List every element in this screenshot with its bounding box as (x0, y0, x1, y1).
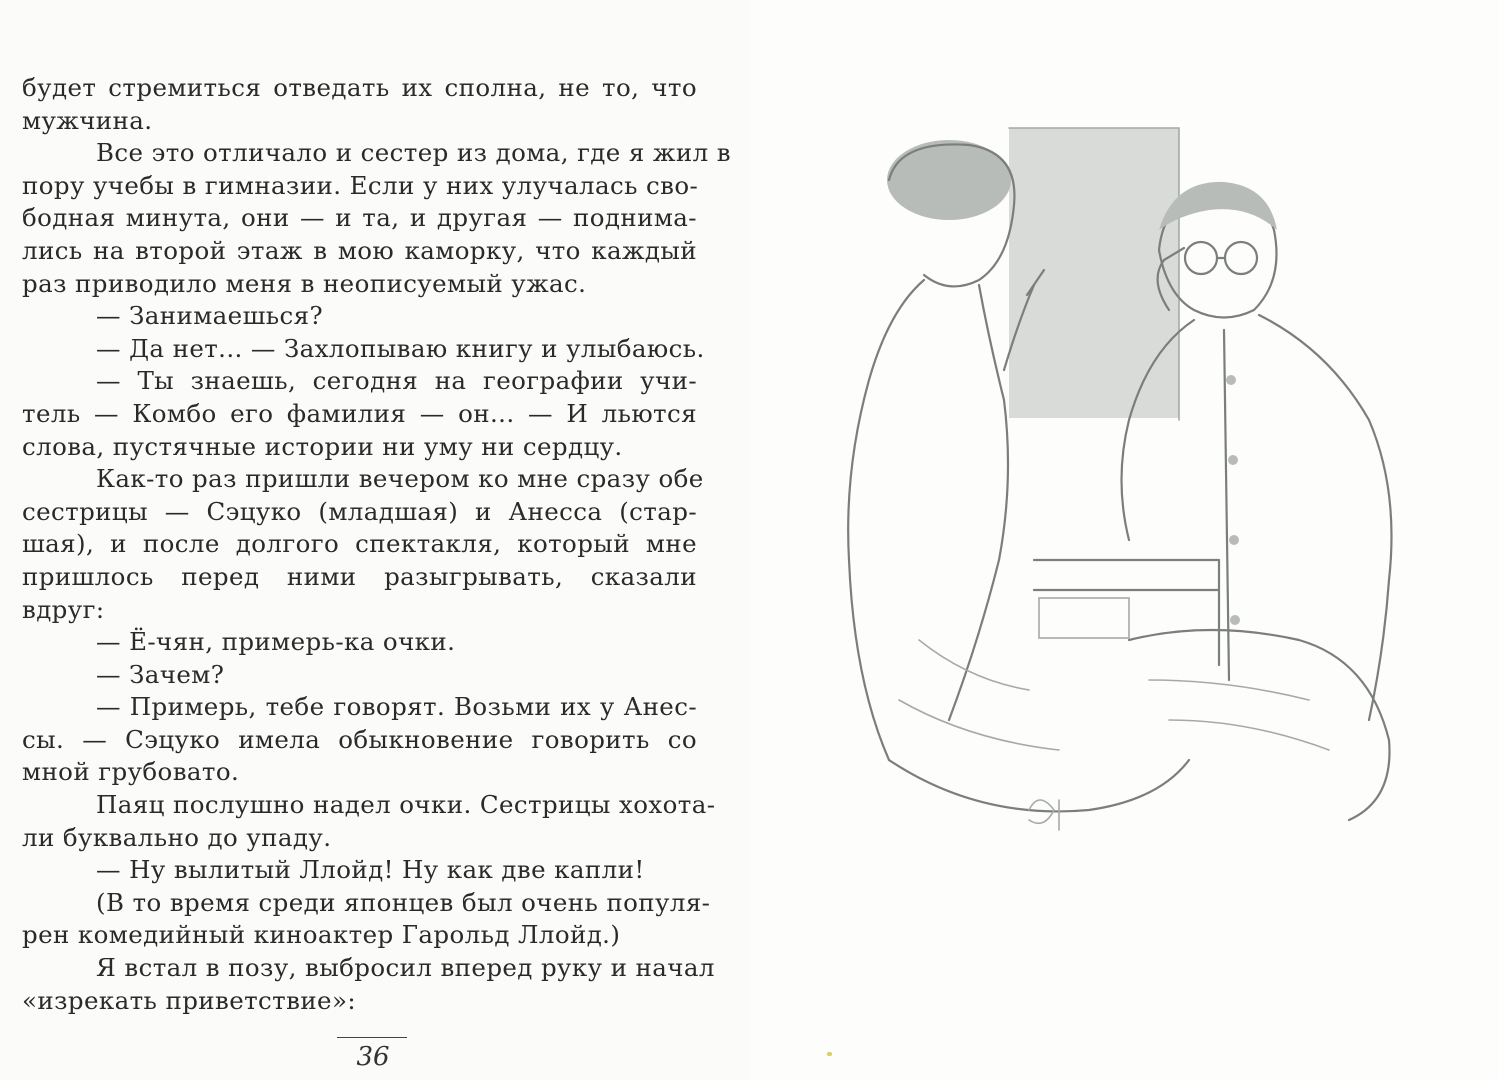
woman-back (848, 280, 924, 760)
text-line: Я встал в позу, выбросил вперед руку и начал (96, 953, 715, 983)
text-line: раз приводило меня в неописуемый ужас. (22, 268, 587, 298)
text-line: — Ты знаешь, сегодня на географии учи- (96, 366, 697, 396)
text-line: сы. — Сэцуко имела обыкновение говорить со (22, 724, 697, 754)
text-line: бодная минута, они — и та, и другая — поднима- (22, 203, 697, 233)
paper-speck (827, 1052, 832, 1056)
boy-trouser-folds (1149, 680, 1329, 750)
text-line: тель — Комбо его фамилия — он... — И льются (22, 398, 697, 428)
sketch-illustration (829, 120, 1429, 950)
jacket-button-icon (1229, 535, 1239, 545)
woman-knees (889, 760, 1189, 811)
cabinet-drawer (1039, 598, 1129, 638)
text-line: ли буквально до упаду. (22, 822, 332, 852)
text-line: — Примерь, тебе говорят. Возьми их у Анес- (96, 692, 697, 722)
left-page (0, 0, 749, 1080)
text-line: — Зачем? (96, 659, 225, 689)
text-line: мной грубовато. (22, 757, 240, 787)
text-line: — Занимаешься? (96, 301, 324, 331)
text-line: пришлось перед ними разыгрывать, сказали (22, 561, 697, 591)
text-line: слова, пустячные истории ни уму ни сердцу. (22, 431, 623, 461)
text-line: мужчина. (22, 105, 153, 135)
text-line: «изрекать приветствие»: (22, 985, 356, 1015)
text-block (22, 72, 731, 1017)
text-line: Паяц послушно надел очки. Сестрицы хохота- (96, 790, 716, 820)
jacket-button-icon (1230, 615, 1240, 625)
text-line: вдруг: (22, 594, 105, 624)
text-line: Как-то раз пришли вечером ко мне сразу обе (96, 464, 704, 494)
text-line: — Ё-чян, примерь-ка очки. (96, 627, 456, 657)
wall-panel (1009, 128, 1179, 418)
text-line: пору учебы в гимназии. Если у них улучалась сво- (22, 170, 699, 200)
boy-back (1259, 315, 1392, 720)
boy-knees (1129, 630, 1390, 820)
text-line: — Да нет... — Захлопываю книгу и улыбаюсь. (96, 333, 705, 363)
right-page (749, 0, 1499, 1080)
text-line: будет стремиться отведать их сполна, не то, что (22, 73, 697, 102)
text-line: шая), и после долгого спектакля, который мне (22, 529, 697, 559)
artist-monogram-icon (1029, 800, 1059, 830)
woman-skirt-folds (899, 640, 1059, 750)
glasses-right-lens-icon (1225, 242, 1257, 274)
text-line: рен комедийный киноактер Гарольд Ллойд.) (22, 920, 621, 950)
jacket-button-icon (1228, 455, 1238, 465)
text-line: Все это отличало и сестер из дома, где я жил в (96, 138, 731, 168)
illustration-drawing (829, 120, 1429, 950)
glasses-left-lens-icon (1185, 242, 1217, 274)
text-line: — Ну вылитый Ллойд! Ну как две капли! (96, 855, 645, 885)
text-line: лись на второй этаж в мою каморку, что каждый (22, 235, 697, 265)
jacket-button-icon (1226, 375, 1236, 385)
cabinet-outline (1034, 560, 1219, 665)
text-line: (В то время среди японцев был очень популя- (96, 887, 711, 917)
text-line: сестрицы — Сэцуко (младшая) и Анесса (стар- (22, 496, 697, 526)
page-number-rule (337, 1037, 407, 1038)
woman-front (949, 285, 1008, 720)
page-number: 36 (356, 1042, 390, 1072)
